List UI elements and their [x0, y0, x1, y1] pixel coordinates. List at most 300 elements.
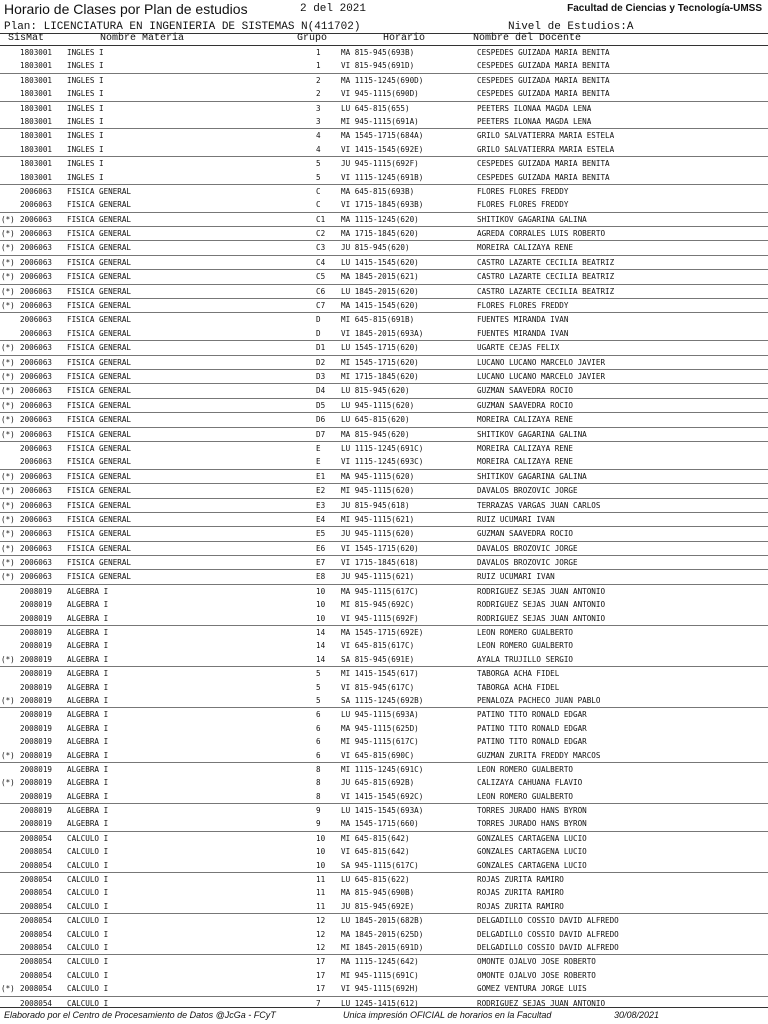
table-row — [0, 886, 768, 899]
horario-cell: VI 645-815(617C) — [341, 641, 415, 651]
materia-cell: ALGEBRA I — [67, 613, 109, 623]
docente-cell: SHITIKOV GAGARINA GALINA — [477, 471, 587, 481]
sismat-cell: 2008054 — [20, 916, 53, 926]
footer-official-note: Unica impresión OFICIAL de horarios en la Facultad — [343, 1010, 552, 1020]
grupo-cell: 1 — [316, 48, 321, 57]
sismat-cell: 2008054 — [20, 943, 53, 952]
sismat-cell: 1803001 — [20, 103, 53, 113]
horario-cell: VI 1415-1545(692E) — [341, 144, 424, 154]
docente-cell: AGREDA CORRALES LUIS ROBERTO — [477, 229, 606, 239]
optional-mark: (*) — [1, 654, 15, 664]
horario-cell: VI 1715-1845(618) — [341, 558, 419, 568]
grupo-cell: 11 — [316, 875, 326, 885]
docente-cell: LEON ROMERO GUALBERTO — [477, 764, 574, 774]
docente-cell: CESPEDES GUIZADA MARIA BENITA — [477, 89, 610, 99]
table-row — [0, 941, 768, 954]
grupo-cell: 17 — [316, 984, 326, 994]
docente-cell: OMONTE OJALVO JOSE ROBERTO — [477, 957, 596, 967]
materia-cell: CALCULO I — [67, 916, 109, 926]
column-header-row — [0, 33, 768, 45]
column-header-sismat: SisMat — [8, 33, 45, 44]
grupo-cell: 8 — [316, 791, 321, 801]
grupo-cell: 14 — [316, 654, 326, 664]
table-row — [0, 156, 768, 170]
docente-cell: ROJAS ZURITA RAMIRO — [477, 888, 564, 898]
materia-cell: ALGEBRA I — [67, 695, 109, 705]
sismat-cell: 2006063 — [20, 286, 53, 296]
table-row — [0, 327, 768, 340]
grupo-cell: C — [316, 186, 321, 196]
materia-cell: ALGEBRA I — [67, 600, 109, 610]
optional-mark: (*) — [1, 386, 15, 396]
table-row — [0, 298, 768, 312]
docente-cell: CALIZAYA CAHUANA FLAVIO — [477, 778, 583, 788]
horario-cell: LU 645-815(620) — [341, 415, 410, 425]
sismat-cell: 1803001 — [20, 61, 53, 71]
sismat-cell: 2008019 — [20, 628, 53, 638]
docente-cell: TABORGA ACHA FIDEL — [477, 682, 560, 692]
docente-cell: SHITIKOV GAGARINA GALINA — [477, 214, 587, 224]
sismat-cell: 2008019 — [20, 654, 53, 664]
grupo-cell: 10 — [316, 613, 326, 623]
table-row — [0, 212, 768, 226]
table-row — [0, 226, 768, 240]
horario-cell: MA 1115-1245(642) — [341, 957, 419, 967]
docente-cell: SHITIKOV GAGARINA GALINA — [477, 429, 587, 439]
table-row — [0, 184, 768, 198]
materia-cell: INGLES I — [67, 172, 104, 182]
docente-cell: MOREIRA CALIZAYA RENE — [477, 443, 574, 453]
table-row — [0, 255, 768, 269]
table-row — [0, 369, 768, 383]
table-row — [0, 340, 768, 354]
table-row — [0, 143, 768, 156]
grupo-cell: 2 — [316, 75, 321, 85]
period-label: 2 del 2021 — [300, 3, 367, 15]
sismat-cell: 2006063 — [20, 529, 53, 539]
materia-cell: FISICA GENERAL — [67, 558, 132, 568]
grupo-cell: 1 — [316, 61, 321, 71]
materia-cell: ALGEBRA I — [67, 723, 109, 733]
grupo-cell: 6 — [316, 737, 321, 747]
docente-cell: PENALOZA PACHECO JUAN PABLO — [477, 695, 601, 705]
docente-cell: FLORES FLORES FREDDY — [477, 200, 569, 210]
table-row — [0, 383, 768, 397]
materia-cell: INGLES I — [67, 144, 104, 154]
docente-cell: GUZMAN SAAVEDRA ROCIO — [477, 529, 574, 539]
sismat-cell: 2008054 — [20, 970, 53, 980]
docente-cell: RODRIGUEZ SEJAS JUAN ANTONIO — [477, 998, 606, 1008]
sismat-cell: 2008054 — [20, 957, 53, 967]
horario-cell: MA 1115-1245(690D) — [341, 75, 424, 85]
grupo-cell: 3 — [316, 103, 321, 113]
grupo-cell: D5 — [316, 400, 326, 410]
docente-cell: RODRIGUEZ SEJAS JUAN ANTONIO — [477, 586, 606, 596]
horario-cell: VI 1845-2015(693A) — [341, 328, 424, 338]
materia-cell: FISICA GENERAL — [67, 200, 132, 210]
materia-cell: CALCULO I — [67, 847, 109, 857]
materia-cell: FISICA GENERAL — [67, 257, 132, 267]
grupo-cell: 14 — [316, 628, 326, 638]
grupo-cell: E6 — [316, 543, 326, 553]
materia-cell: CALCULO I — [67, 984, 109, 994]
grupo-cell: C2 — [316, 229, 326, 239]
docente-cell: LUCANO LUCANO MARCELO JAVIER — [477, 357, 606, 367]
grupo-cell: D2 — [316, 357, 326, 367]
sismat-cell: 2006063 — [20, 257, 53, 267]
docente-cell: AYALA TRUJILLO SERGIO — [477, 654, 574, 664]
horario-cell: MA 945-1115(625D) — [341, 723, 419, 733]
horario-cell: JU 815-945(618) — [341, 500, 410, 510]
horario-cell: MA 1545-1715(660) — [341, 819, 419, 829]
horario-cell: VI 945-1115(692H) — [341, 984, 419, 994]
horario-cell: LU 945-1115(620) — [341, 400, 415, 410]
materia-cell: ALGEBRA I — [67, 669, 109, 679]
docente-cell: PATINO TITO RONALD EDGAR — [477, 723, 587, 733]
horario-cell: MA 1845-2015(621) — [341, 272, 419, 282]
grupo-cell: 6 — [316, 723, 321, 733]
horario-cell: SA 1115-1245(692B) — [341, 695, 424, 705]
materia-cell: ALGEBRA I — [67, 778, 109, 788]
table-row — [0, 969, 768, 982]
sismat-cell: 2006063 — [20, 371, 53, 381]
table-row — [0, 790, 768, 803]
table-row — [0, 817, 768, 830]
horario-cell: MI 645-815(642) — [341, 833, 410, 843]
materia-cell: ALGEBRA I — [67, 682, 109, 692]
sismat-cell: 2006063 — [20, 272, 53, 282]
optional-mark: (*) — [1, 558, 15, 568]
docente-cell: CESPEDES GUIZADA MARIA BENITA — [477, 159, 610, 169]
materia-cell: FISICA GENERAL — [67, 214, 132, 224]
horario-cell: MI 945-1115(617C) — [341, 737, 419, 747]
grupo-cell: 11 — [316, 901, 326, 911]
docente-cell: TABORGA ACHA FIDEL — [477, 669, 560, 679]
horario-cell: VI 1115-1245(691B) — [341, 172, 424, 182]
sismat-cell: 2006063 — [20, 415, 53, 425]
horario-cell: LU 945-1115(693A) — [341, 710, 419, 720]
table-row — [0, 412, 768, 426]
docente-cell: TORRES JURADO HANS BYRON — [477, 819, 587, 829]
table-row — [0, 900, 768, 913]
horario-cell: LU 645-815(655) — [341, 103, 410, 113]
column-header-docente: Nombre del Docente — [473, 33, 582, 44]
docente-cell: PATINO TITO RONALD EDGAR — [477, 737, 587, 747]
sismat-cell: 2006063 — [20, 343, 53, 353]
sismat-cell: 1803001 — [20, 172, 53, 182]
optional-mark: (*) — [1, 229, 15, 239]
table-row — [0, 928, 768, 941]
footer-date: 30/08/2021 — [614, 1010, 660, 1020]
table-row — [0, 845, 768, 858]
materia-cell: INGLES I — [67, 48, 104, 57]
materia-cell: ALGEBRA I — [67, 791, 109, 801]
docente-cell: CASTRO LAZARTE CECILIA BEATRIZ — [477, 286, 615, 296]
docente-cell: DELGADILLO COSSIO DAVID ALFREDO — [477, 943, 619, 952]
materia-cell: ALGEBRA I — [67, 586, 109, 596]
docente-cell: TORRES JURADO HANS BYRON — [477, 806, 587, 816]
docente-cell: GONZALES CARTAGENA LUCIO — [477, 833, 587, 843]
table-row — [0, 398, 768, 412]
optional-mark: (*) — [1, 371, 15, 381]
horario-cell: MA 1715-1845(620) — [341, 229, 419, 239]
docente-cell: ROJAS ZURITA RAMIRO — [477, 875, 564, 885]
docente-cell: MOREIRA CALIZAYA RENE — [477, 457, 574, 467]
table-row — [0, 982, 768, 995]
materia-cell: CALCULO I — [67, 929, 109, 939]
docente-cell: FUENTES MIRANDA IVAN — [477, 315, 569, 325]
table-row — [0, 269, 768, 283]
sismat-cell: 1803001 — [20, 159, 53, 169]
grupo-cell: E1 — [316, 471, 326, 481]
docente-cell: RODRIGUEZ SEJAS JUAN ANTONIO — [477, 613, 606, 623]
page-footer — [0, 1010, 768, 1024]
table-row — [0, 526, 768, 540]
table-row — [0, 115, 768, 128]
materia-cell: INGLES I — [67, 89, 104, 99]
grupo-cell: D1 — [316, 343, 326, 353]
optional-mark: (*) — [1, 257, 15, 267]
sismat-cell: 2006063 — [20, 486, 53, 496]
table-row — [0, 831, 768, 845]
faculty-label: Facultad de Ciencias y Tecnología-UMSS — [567, 3, 762, 14]
horario-cell: MA 815-945(690B) — [341, 888, 415, 898]
table-row — [0, 312, 768, 326]
materia-cell: FISICA GENERAL — [67, 443, 132, 453]
grupo-cell: 10 — [316, 847, 326, 857]
table-row — [0, 681, 768, 694]
table-row — [0, 762, 768, 776]
sismat-cell: 2006063 — [20, 243, 53, 253]
table-row — [0, 59, 768, 72]
sismat-cell: 2006063 — [20, 301, 53, 311]
grupo-cell: 5 — [316, 172, 321, 182]
materia-cell: FISICA GENERAL — [67, 471, 132, 481]
grupo-cell: 14 — [316, 641, 326, 651]
docente-cell: CASTRO LAZARTE CECILIA BEATRIZ — [477, 272, 615, 282]
table-row — [0, 427, 768, 441]
materia-cell: CALCULO I — [67, 998, 109, 1008]
sismat-cell: 2006063 — [20, 543, 53, 553]
horario-cell: LU 1415-1545(693A) — [341, 806, 424, 816]
column-header-horario: Horario — [383, 33, 426, 44]
table-row — [0, 101, 768, 115]
horario-cell: MI 1845-2015(691D) — [341, 943, 424, 952]
horario-cell: MI 945-1115(691A) — [341, 116, 419, 126]
grupo-cell: C3 — [316, 243, 326, 253]
horario-cell: VI 1415-1545(692C) — [341, 791, 424, 801]
sismat-cell: 2008054 — [20, 998, 53, 1008]
sismat-cell: 2006063 — [20, 386, 53, 396]
grupo-cell: 5 — [316, 682, 321, 692]
sismat-cell: 1803001 — [20, 75, 53, 85]
docente-cell: MOREIRA CALIZAYA RENE — [477, 415, 574, 425]
sismat-cell: 2008019 — [20, 737, 53, 747]
grupo-cell: E — [316, 457, 321, 467]
grupo-cell: 11 — [316, 888, 326, 898]
sismat-cell: 2006063 — [20, 357, 53, 367]
sismat-cell: 2008019 — [20, 586, 53, 596]
horario-cell: MA 1115-1245(620) — [341, 214, 419, 224]
grupo-cell: C6 — [316, 286, 326, 296]
grupo-cell: E7 — [316, 558, 326, 568]
sismat-cell: 2008019 — [20, 682, 53, 692]
sismat-cell: 2006063 — [20, 214, 53, 224]
sismat-cell: 2008019 — [20, 695, 53, 705]
grupo-cell: 4 — [316, 144, 321, 154]
materia-cell: CALCULO I — [67, 943, 109, 952]
horario-cell: MA 1545-1715(692E) — [341, 628, 424, 638]
horario-cell: MA 945-1115(617C) — [341, 586, 419, 596]
optional-mark: (*) — [1, 429, 15, 439]
table-row — [0, 694, 768, 707]
table-row — [0, 666, 768, 680]
docente-cell: GONZALES CARTAGENA LUCIO — [477, 847, 587, 857]
grupo-cell: C — [316, 200, 321, 210]
table-row — [0, 598, 768, 611]
sismat-cell: 2008054 — [20, 847, 53, 857]
grupo-cell: 5 — [316, 159, 321, 169]
materia-cell: FISICA GENERAL — [67, 415, 132, 425]
table-row — [0, 776, 768, 789]
optional-mark: (*) — [1, 543, 15, 553]
materia-cell: INGLES I — [67, 131, 104, 141]
materia-cell: FISICA GENERAL — [67, 386, 132, 396]
docente-cell: LEON ROMERO GUALBERTO — [477, 791, 574, 801]
horario-cell: VI 815-945(617C) — [341, 682, 415, 692]
sismat-cell: 2006063 — [20, 514, 53, 524]
optional-mark: (*) — [1, 984, 15, 994]
materia-cell: FISICA GENERAL — [67, 315, 132, 325]
optional-mark: (*) — [1, 243, 15, 253]
materia-cell: FISICA GENERAL — [67, 500, 132, 510]
horario-cell: MA 1545-1715(684A) — [341, 131, 424, 141]
grupo-cell: E2 — [316, 486, 326, 496]
sismat-cell: 2006063 — [20, 471, 53, 481]
materia-cell: FISICA GENERAL — [67, 486, 132, 496]
materia-cell: CALCULO I — [67, 833, 109, 843]
horario-cell: MI 945-1115(621) — [341, 514, 415, 524]
horario-cell: MA 815-945(693B) — [341, 48, 415, 57]
table-row — [0, 355, 768, 369]
horario-cell: VI 945-1115(692F) — [341, 613, 419, 623]
materia-cell: ALGEBRA I — [67, 750, 109, 760]
optional-mark: (*) — [1, 486, 15, 496]
table-row — [0, 612, 768, 625]
grupo-cell: D — [316, 315, 321, 325]
grupo-cell: E4 — [316, 514, 326, 524]
sismat-cell: 2006063 — [20, 200, 53, 210]
grupo-cell: 10 — [316, 600, 326, 610]
materia-cell: FISICA GENERAL — [67, 328, 132, 338]
horario-cell: JU 945-1115(621) — [341, 572, 415, 582]
materia-cell: FISICA GENERAL — [67, 429, 132, 439]
table-row — [0, 455, 768, 468]
horario-cell: JU 945-1115(620) — [341, 529, 415, 539]
table-row — [0, 441, 768, 455]
materia-cell: FISICA GENERAL — [67, 186, 132, 196]
grupo-cell: D — [316, 328, 321, 338]
horario-cell: JU 815-945(620) — [341, 243, 410, 253]
grupo-cell: C7 — [316, 301, 326, 311]
horario-cell: MI 945-1115(691C) — [341, 970, 419, 980]
table-row — [0, 735, 768, 748]
grupo-cell: 4 — [316, 131, 321, 141]
table-row — [0, 512, 768, 526]
grupo-cell: 12 — [316, 929, 326, 939]
sismat-cell: 2008019 — [20, 806, 53, 816]
materia-cell: FISICA GENERAL — [67, 272, 132, 282]
docente-cell: OMONTE OJALVO JOSE ROBERTO — [477, 970, 596, 980]
optional-mark: (*) — [1, 343, 15, 353]
docente-cell: LEON ROMERO GUALBERTO — [477, 641, 574, 651]
docente-cell: CESPEDES GUIZADA MARIA BENITA — [477, 48, 610, 57]
grupo-cell: E — [316, 443, 321, 453]
horario-cell: JU 815-945(692E) — [341, 901, 415, 911]
table-row — [0, 73, 768, 87]
horario-cell: JU 645-815(692B) — [341, 778, 415, 788]
grupo-cell: E3 — [316, 500, 326, 510]
sismat-cell: 2008019 — [20, 723, 53, 733]
horario-cell: MI 1545-1715(620) — [341, 357, 419, 367]
sismat-cell: 2008054 — [20, 860, 53, 870]
docente-cell: LUCANO LUCANO MARCELO JAVIER — [477, 371, 606, 381]
materia-cell: CALCULO I — [67, 901, 109, 911]
table-row — [0, 625, 768, 639]
docente-cell: MOREIRA CALIZAYA RENE — [477, 243, 574, 253]
sismat-cell: 2006063 — [20, 328, 53, 338]
horario-cell: MI 1715-1845(620) — [341, 371, 419, 381]
table-row — [0, 87, 768, 100]
sismat-cell: 2008054 — [20, 984, 53, 994]
sismat-cell: 2006063 — [20, 186, 53, 196]
sismat-cell: 2006063 — [20, 457, 53, 467]
grupo-cell: 8 — [316, 764, 321, 774]
optional-mark: (*) — [1, 415, 15, 425]
sismat-cell: 2008054 — [20, 833, 53, 843]
materia-cell: ALGEBRA I — [67, 641, 109, 651]
grupo-cell: 8 — [316, 778, 321, 788]
horario-cell: LU 645-815(622) — [341, 875, 410, 885]
docente-cell: CASTRO LAZARTE CECILIA BEATRIZ — [477, 257, 615, 267]
sismat-cell: 2008019 — [20, 819, 53, 829]
grupo-cell: 7 — [316, 998, 321, 1008]
grupo-cell: C1 — [316, 214, 326, 224]
materia-cell: FISICA GENERAL — [67, 286, 132, 296]
grupo-cell: 9 — [316, 806, 321, 816]
optional-mark: (*) — [1, 514, 15, 524]
table-row — [0, 639, 768, 652]
sismat-cell: 2008019 — [20, 641, 53, 651]
grupo-cell: 12 — [316, 916, 326, 926]
horario-cell: MI 815-945(692C) — [341, 600, 415, 610]
horario-cell: MI 1415-1545(617) — [341, 669, 419, 679]
table-row — [0, 483, 768, 497]
sismat-cell: 2008019 — [20, 669, 53, 679]
materia-cell: FISICA GENERAL — [67, 457, 132, 467]
table-row — [0, 498, 768, 512]
docente-cell: FUENTES MIRANDA IVAN — [477, 328, 569, 338]
sismat-cell: 2008019 — [20, 710, 53, 720]
horario-cell: LU 1415-1545(620) — [341, 257, 419, 267]
grupo-cell: 17 — [316, 957, 326, 967]
schedule-table-body — [0, 46, 768, 1010]
horario-cell: MA 945-1115(620) — [341, 471, 415, 481]
horario-cell: MI 645-815(691B) — [341, 315, 415, 325]
sismat-cell: 2008019 — [20, 778, 53, 788]
optional-mark: (*) — [1, 301, 15, 311]
sismat-cell: 2006063 — [20, 229, 53, 239]
